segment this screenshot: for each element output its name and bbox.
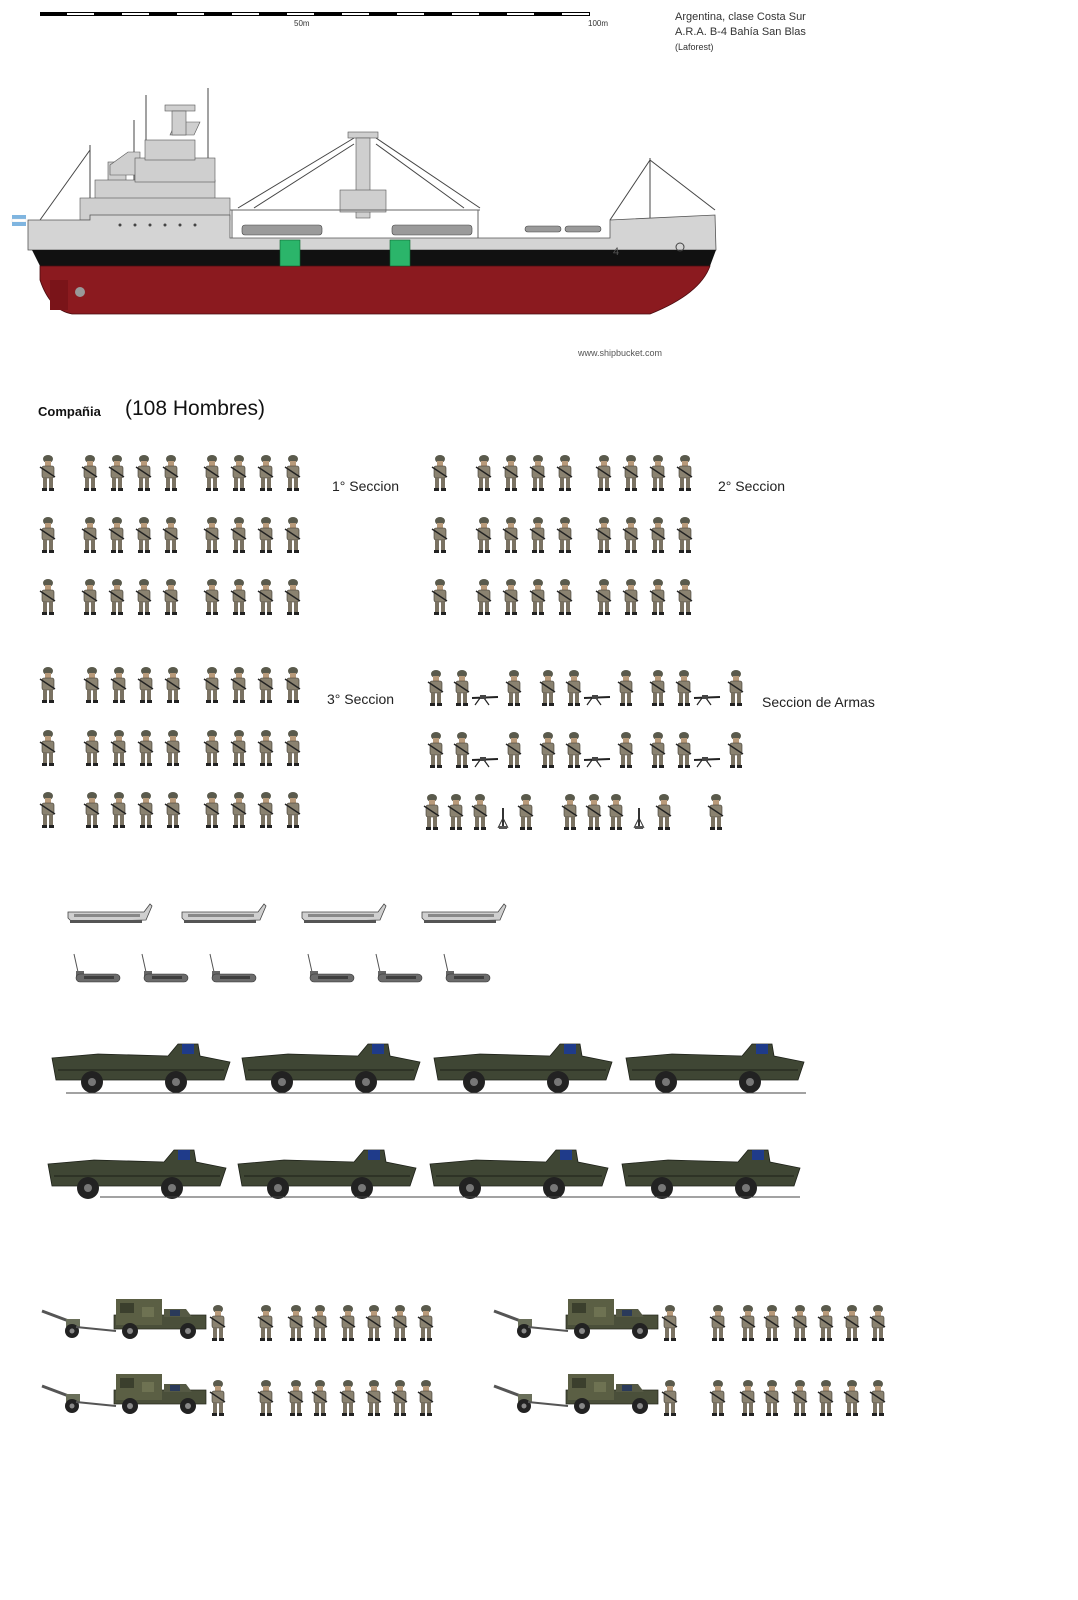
soldier-icon: [594, 517, 614, 553]
soldier-icon: [675, 455, 695, 491]
soldier-icon: [202, 579, 222, 615]
soldier-icon: [528, 455, 548, 491]
soldier-icon: [80, 517, 100, 553]
hull-number: 4: [613, 246, 620, 258]
soldier-icon: [660, 1380, 680, 1416]
soldier-icon: [430, 455, 450, 491]
soldier-icon: [283, 517, 303, 553]
soldier-icon: [229, 579, 249, 615]
soldier-icon: [283, 667, 303, 703]
soldier-icon: [594, 455, 614, 491]
soldier-icon: [38, 455, 58, 491]
soldier-icon: [762, 1305, 782, 1341]
ship-profile: [10, 80, 730, 320]
soldier-icon: [283, 455, 303, 491]
soldier-icon: [842, 1305, 862, 1341]
soldier-icon: [283, 792, 303, 828]
soldier-icon: [706, 794, 726, 830]
military-truck-icon: [112, 1370, 208, 1416]
amphibious-vehicle-icon: [430, 1040, 616, 1096]
soldier-icon: [163, 792, 183, 828]
soldier-icon: [430, 579, 450, 615]
soldier-icon: [256, 517, 276, 553]
soldier-icon: [208, 1380, 228, 1416]
soldier-icon: [560, 794, 580, 830]
soldier-icon: [161, 455, 181, 491]
soldier-icon: [202, 455, 222, 491]
soldier-icon: [816, 1305, 836, 1341]
soldier-icon: [474, 455, 494, 491]
soldier-icon: [38, 579, 58, 615]
soldier-icon: [790, 1380, 810, 1416]
ship-caption: [675, 10, 806, 55]
soldier-icon: [648, 670, 668, 706]
soldier-icon: [452, 732, 472, 768]
soldier-icon: [474, 579, 494, 615]
soldier-icon: [229, 517, 249, 553]
caption-line-3: (Laforest): [675, 42, 714, 52]
soldier-icon: [134, 517, 154, 553]
soldier-icon: [738, 1380, 758, 1416]
soldier-icon: [584, 794, 604, 830]
soldier-icon: [528, 579, 548, 615]
soldier-icon: [564, 670, 584, 706]
inflatable-boat-icon: [304, 952, 360, 986]
soldier-icon: [256, 579, 276, 615]
soldier-icon: [134, 579, 154, 615]
soldier-icon: [136, 792, 156, 828]
soldier-icon: [416, 1380, 436, 1416]
soldier-icon: [564, 732, 584, 768]
soldier-icon: [504, 670, 524, 706]
howitzer-icon: [492, 1305, 570, 1339]
soldier-icon: [202, 517, 222, 553]
amphibious-vehicle-icon: [44, 1146, 230, 1202]
soldier-icon: [762, 1380, 782, 1416]
soldier-icon: [726, 670, 746, 706]
ground-line: [100, 1196, 800, 1200]
soldier-icon: [538, 732, 558, 768]
soldier-icon: [538, 670, 558, 706]
landing-craft-icon: [300, 902, 390, 926]
soldier-icon: [364, 1380, 384, 1416]
soldier-icon: [452, 670, 472, 706]
soldier-icon: [654, 794, 674, 830]
soldier-icon: [82, 667, 102, 703]
soldier-icon: [726, 732, 746, 768]
soldier-icon: [708, 1305, 728, 1341]
soldier-icon: [390, 1305, 410, 1341]
machine-gun-icon: [582, 754, 612, 768]
soldier-icon: [38, 730, 58, 766]
soldier-icon: [675, 517, 695, 553]
soldier-icon: [229, 730, 249, 766]
soldier-icon: [208, 1305, 228, 1341]
soldier-icon: [283, 579, 303, 615]
amphibious-vehicle-icon: [48, 1040, 234, 1096]
soldier-icon: [163, 667, 183, 703]
watermark-text: www.shipbucket.com: [578, 348, 663, 358]
soldier-icon: [816, 1380, 836, 1416]
soldier-icon: [202, 792, 222, 828]
soldier-icon: [616, 670, 636, 706]
section-arms-label: Seccion de Armas: [762, 694, 875, 710]
soldier-icon: [136, 730, 156, 766]
section-3-label: 3° Seccion: [327, 691, 395, 707]
soldier-icon: [606, 794, 626, 830]
military-truck-icon: [564, 1370, 660, 1416]
inflatable-boat-icon: [440, 952, 496, 986]
section-1-label: 1° Seccion: [332, 478, 400, 494]
ship-drawing: [10, 80, 730, 320]
soldier-icon: [660, 1305, 680, 1341]
scale-bar: [40, 12, 590, 18]
ground-line: [66, 1092, 806, 1096]
soldier-icon: [256, 1305, 276, 1341]
soldier-icon: [161, 579, 181, 615]
inflatable-boat-icon: [372, 952, 428, 986]
soldier-icon: [868, 1380, 888, 1416]
soldier-icon: [555, 455, 575, 491]
soldier-icon: [842, 1380, 862, 1416]
soldier-icon: [594, 579, 614, 615]
soldier-icon: [256, 730, 276, 766]
howitzer-icon: [40, 1380, 118, 1414]
caption-line-2: A.R.A. B-4 Bahía San Blas: [675, 26, 806, 38]
soldier-icon: [501, 455, 521, 491]
military-truck-icon: [112, 1295, 208, 1341]
soldier-icon: [202, 730, 222, 766]
soldier-icon: [621, 455, 641, 491]
soldier-icon: [504, 732, 524, 768]
soldier-icon: [229, 455, 249, 491]
soldier-icon: [430, 517, 450, 553]
soldier-icon: [109, 667, 129, 703]
soldier-icon: [286, 1305, 306, 1341]
machine-gun-icon: [582, 692, 612, 706]
soldier-icon: [790, 1305, 810, 1341]
scale-label-100: 100m: [588, 19, 609, 28]
soldier-icon: [446, 794, 466, 830]
machine-gun-icon: [470, 754, 500, 768]
mortar-icon: [496, 806, 510, 830]
inflatable-boat-icon: [70, 952, 126, 986]
landing-craft-icon: [66, 902, 156, 926]
soldier-icon: [202, 667, 222, 703]
soldier-icon: [648, 732, 668, 768]
soldier-icon: [134, 455, 154, 491]
inflatable-boat-icon: [206, 952, 262, 986]
soldier-icon: [310, 1305, 330, 1341]
soldier-icon: [310, 1380, 330, 1416]
soldier-icon: [674, 670, 694, 706]
soldier-icon: [648, 455, 668, 491]
soldier-icon: [38, 667, 58, 703]
soldier-icon: [616, 732, 636, 768]
landing-craft-icon: [180, 902, 270, 926]
soldier-icon: [422, 794, 442, 830]
amphibious-vehicle-icon: [238, 1040, 424, 1096]
machine-gun-icon: [692, 692, 722, 706]
soldier-icon: [470, 794, 490, 830]
soldier-icon: [229, 667, 249, 703]
soldier-icon: [82, 730, 102, 766]
military-truck-icon: [564, 1295, 660, 1341]
soldier-icon: [426, 670, 446, 706]
soldier-icon: [528, 517, 548, 553]
soldier-icon: [109, 730, 129, 766]
soldier-icon: [107, 517, 127, 553]
soldier-icon: [256, 667, 276, 703]
caption-line-1: Argentina, clase Costa Sur: [675, 11, 806, 23]
amphibious-vehicle-icon: [426, 1146, 612, 1202]
soldier-icon: [80, 455, 100, 491]
soldier-icon: [256, 1380, 276, 1416]
soldier-icon: [621, 517, 641, 553]
company-count: (108 Hombres): [125, 397, 266, 420]
soldier-icon: [107, 455, 127, 491]
soldier-icon: [555, 517, 575, 553]
section-2-label: 2° Seccion: [718, 478, 786, 494]
amphibious-vehicle-icon: [618, 1146, 804, 1202]
soldier-icon: [675, 579, 695, 615]
scale-label-50: 50m: [294, 19, 310, 28]
mortar-icon: [632, 806, 646, 830]
soldier-icon: [555, 579, 575, 615]
soldier-icon: [738, 1305, 758, 1341]
machine-gun-icon: [692, 754, 722, 768]
machine-gun-icon: [470, 692, 500, 706]
soldier-icon: [364, 1305, 384, 1341]
soldier-icon: [256, 455, 276, 491]
inflatable-boat-icon: [138, 952, 194, 986]
soldier-icon: [674, 732, 694, 768]
soldier-icon: [708, 1380, 728, 1416]
soldier-icon: [136, 667, 156, 703]
scale-bar-graphic: [40, 12, 590, 20]
soldier-icon: [286, 1380, 306, 1416]
landing-craft-icon: [420, 902, 510, 926]
soldier-icon: [80, 579, 100, 615]
soldier-icon: [648, 579, 668, 615]
soldier-icon: [161, 517, 181, 553]
soldier-icon: [38, 517, 58, 553]
soldier-icon: [621, 579, 641, 615]
soldier-icon: [107, 579, 127, 615]
soldier-icon: [38, 792, 58, 828]
soldier-icon: [390, 1380, 410, 1416]
soldier-icon: [501, 517, 521, 553]
company-name: Compañia: [38, 404, 101, 419]
soldier-icon: [338, 1305, 358, 1341]
soldier-icon: [474, 517, 494, 553]
soldier-icon: [416, 1305, 436, 1341]
soldier-icon: [501, 579, 521, 615]
howitzer-icon: [40, 1305, 118, 1339]
soldier-icon: [648, 517, 668, 553]
soldier-icon: [229, 792, 249, 828]
soldier-icon: [109, 792, 129, 828]
soldier-icon: [163, 730, 183, 766]
soldier-icon: [82, 792, 102, 828]
howitzer-icon: [492, 1380, 570, 1414]
amphibious-vehicle-icon: [234, 1146, 420, 1202]
soldier-icon: [868, 1305, 888, 1341]
amphibious-vehicle-icon: [622, 1040, 808, 1096]
soldier-icon: [256, 792, 276, 828]
soldier-icon: [283, 730, 303, 766]
soldier-icon: [426, 732, 446, 768]
soldier-icon: [338, 1380, 358, 1416]
soldier-icon: [516, 794, 536, 830]
